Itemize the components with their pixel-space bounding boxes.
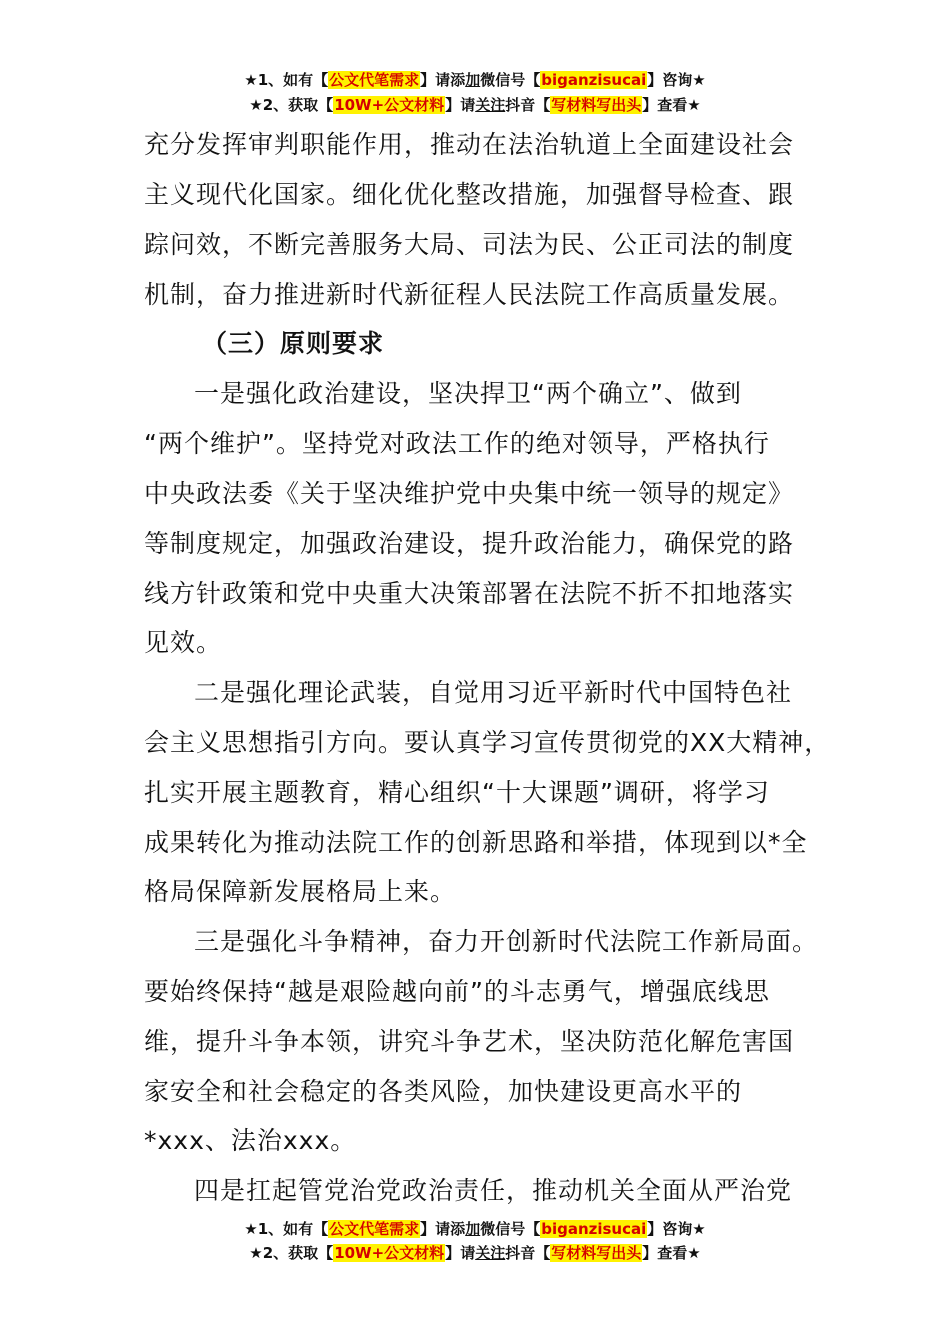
paragraph-start: 三是强化斗争精神，奋力开创新时代法院工作新局面。 xyxy=(194,927,819,956)
notice-line-1-top xyxy=(0,69,950,91)
body-line: 主义现代化国家。细化优化整改措施，加强督导检查、跟 xyxy=(144,180,795,209)
notice-text: 微信号【 xyxy=(480,1220,541,1238)
highlight-tag: 10W+公文材料 xyxy=(334,96,445,114)
body-line: “两个维护”。坚持党对政法工作的绝对领导，严格执行 xyxy=(144,429,770,458)
notice-text: 抖音【 xyxy=(505,1244,551,1262)
notice-text: 】请添 xyxy=(420,1220,466,1238)
notice-prefix: ★1、如有【 xyxy=(244,1220,329,1238)
highlight-tag: 公文代笔需求 xyxy=(329,1220,420,1238)
body-line: 踪问效，不断完善服务大局、司法为民、公正司法的制度 xyxy=(144,230,795,259)
body-line: 等制度规定，加强政治建设，提升政治能力，确保党的路 xyxy=(144,529,795,558)
notice-suffix: 】咨询★ xyxy=(647,1220,706,1238)
highlight-tag: 写材料写出头 xyxy=(551,96,642,114)
body-line: 中央政法委《关于坚决维护党中央集中统一领导的规定》 xyxy=(144,479,795,508)
paragraph-start: 四是扛起管党治党政治责任，推动机关全面从严治党 xyxy=(194,1176,793,1205)
body-line: 见效。 xyxy=(144,628,223,657)
highlight-tag: biganzisucai xyxy=(541,71,647,89)
notice-prefix: ★2、获取【 xyxy=(249,1244,334,1262)
emphasis-text: 关注 xyxy=(475,96,506,114)
notice-text: 】请 xyxy=(445,1244,476,1262)
body-line: 成果转化为推动法院工作的创新思路和举措，体现到以*全 xyxy=(144,828,808,857)
emphasis-text: 关注 xyxy=(475,1244,506,1262)
body-line: 充分发挥审判职能作用，推动在法治轨道上全面建设社会 xyxy=(144,130,795,159)
body-line: 扎实开展主题教育，精心组织“十大课题”调研，将学习 xyxy=(144,778,770,807)
emphasis-text: 加 xyxy=(465,1220,481,1238)
highlight-tag: 公文代笔需求 xyxy=(329,71,420,89)
notice-text: 微信号【 xyxy=(480,71,541,89)
section-heading: （三）原则要求 xyxy=(202,329,385,358)
highlight-tag: biganzisucai xyxy=(541,1220,647,1238)
notice-line-2-top xyxy=(0,94,950,116)
body-line: 机制，奋力推进新时代新征程人民法院工作高质量发展。 xyxy=(144,280,795,309)
notice-text: 抖音【 xyxy=(505,96,551,114)
notice-suffix: 】查看★ xyxy=(642,1244,701,1262)
body-line: 会主义思想指引方向。要认真学习宣传贯彻党的XX大精神， xyxy=(144,728,831,757)
body-line: 家安全和社会稳定的各类风险，加快建设更高水平的 xyxy=(144,1077,743,1106)
notice-suffix: 】咨询★ xyxy=(647,71,706,89)
notice-prefix: ★2、获取【 xyxy=(249,96,334,114)
notice-prefix: ★1、如有【 xyxy=(244,71,329,89)
notice-text: 】请 xyxy=(445,96,476,114)
body-line: 线方针政策和党中央重大决策部署在法院不折不扣地落实 xyxy=(144,579,795,608)
body-line: 格局保障新发展格局上来。 xyxy=(144,877,457,906)
highlight-tag: 写材料写出头 xyxy=(551,1244,642,1262)
emphasis-text: 加 xyxy=(465,71,481,89)
paragraph-start: 二是强化理论武装，自觉用习近平新时代中国特色社 xyxy=(194,678,793,707)
notice-text: 】请添 xyxy=(420,71,466,89)
highlight-tag: 10W+公文材料 xyxy=(334,1244,445,1262)
body-line: 维，提升斗争本领，讲究斗争艺术，坚决防范化解危害国 xyxy=(144,1027,795,1056)
body-line: *xxx、法治xxx。 xyxy=(144,1126,357,1155)
notice-line-2-bottom xyxy=(0,1242,950,1264)
paragraph-start: 一是强化政治建设，坚决捍卫“两个确立”、做到 xyxy=(194,379,742,408)
notice-suffix: 】查看★ xyxy=(642,96,701,114)
body-line: 要始终保持“越是艰险越向前”的斗志勇气，增强底线思 xyxy=(144,977,770,1006)
notice-line-1-bottom xyxy=(0,1218,950,1240)
